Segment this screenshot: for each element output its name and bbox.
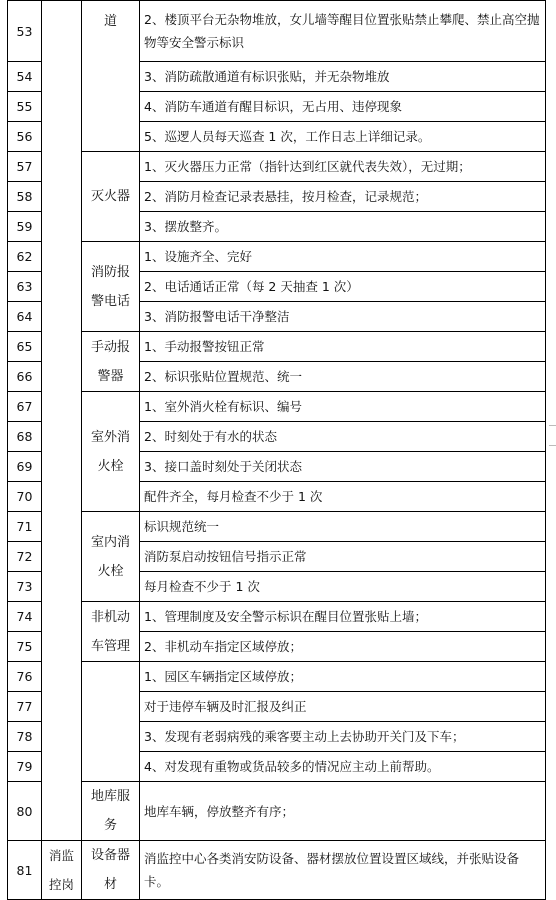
- row-number: 63: [8, 272, 42, 302]
- item-alarm-phone: 消防报警电话: [82, 242, 140, 332]
- table-row: [8, 332, 546, 362]
- standard-text: 1、园区车辆指定区域停放；: [140, 662, 546, 692]
- standard-text: 2、时刻处于有水的状态: [140, 422, 546, 452]
- table-row: [8, 392, 546, 422]
- standard-text: 1、管理制度及安全警示标识在醒目位置张贴上墙；: [140, 602, 546, 632]
- item-road: 道: [82, 1, 140, 152]
- row-number: 72: [8, 542, 42, 572]
- row-number: 73: [8, 572, 42, 602]
- row-number: 53: [8, 1, 42, 62]
- row-number: 64: [8, 302, 42, 332]
- standard-text: 1、灭火器压力正常（指针达到红区就代表失效），无过期；: [140, 152, 546, 182]
- row-number: 80: [8, 782, 42, 841]
- standard-text: 2、电话通话正常（每 2 天抽查 1 次）: [140, 272, 546, 302]
- row-number: 57: [8, 152, 42, 182]
- table-row: [8, 242, 546, 272]
- table-row: [8, 662, 546, 692]
- area-control-post: 消监控岗: [42, 841, 82, 900]
- margin-tick: [549, 445, 556, 446]
- table-row: [8, 1, 546, 62]
- standard-text: 地库车辆，停放整齐有序；: [140, 782, 546, 841]
- row-number: 79: [8, 752, 42, 782]
- inspection-table: [7, 0, 546, 900]
- row-number: 54: [8, 62, 42, 92]
- margin-tick: [549, 425, 556, 426]
- row-number: 74: [8, 602, 42, 632]
- item-garage: 地库服务: [82, 782, 140, 841]
- standard-text: 消防泵启动按钮信号指示正常: [140, 542, 546, 572]
- table-row: [8, 512, 546, 542]
- row-number: 71: [8, 512, 42, 542]
- row-number: 65: [8, 332, 42, 362]
- row-number: 66: [8, 362, 42, 392]
- row-number: 81: [8, 841, 42, 900]
- standard-text: 1、室外消火栓有标识、编号: [140, 392, 546, 422]
- standard-text: 标识规范统一: [140, 512, 546, 542]
- standard-text: 消监控中心各类消安防设备、器材摆放位置设置区域线，并张贴设备卡。: [140, 841, 546, 900]
- row-number: 62: [8, 242, 42, 272]
- table-row: [8, 841, 546, 900]
- table-row: [8, 152, 546, 182]
- area-cell-empty: [42, 1, 82, 841]
- standard-text: 2、消防月检查记录表悬挂，按月检查，记录规范；: [140, 182, 546, 212]
- row-number: 77: [8, 692, 42, 722]
- row-number: 70: [8, 482, 42, 512]
- row-number: 56: [8, 122, 42, 152]
- item-equipment: 设备器材: [82, 841, 140, 900]
- item-bike: 非机动车管理: [82, 602, 140, 662]
- standard-text: 5、巡逻人员每天巡查 1 次，工作日志上详细记录。: [140, 122, 546, 152]
- standard-text: 4、消防车通道有醒目标识，无占用、违停现象: [140, 92, 546, 122]
- standard-text: 2、楼顶平台无杂物堆放，女儿墙等醒目位置张贴禁止攀爬、禁止高空抛物等安全警示标识: [140, 1, 546, 62]
- item-outdoor-hydrant: 室外消火栓: [82, 392, 140, 512]
- standard-text: 每月检查不少于 1 次: [140, 572, 546, 602]
- standard-text: 3、消防报警电话干净整洁: [140, 302, 546, 332]
- standard-text: 3、消防疏散通道有标识张贴，并无杂物堆放: [140, 62, 546, 92]
- row-number: 58: [8, 182, 42, 212]
- standard-text: 3、接口盖时刻处于关闭状态: [140, 452, 546, 482]
- row-number: 78: [8, 722, 42, 752]
- standard-text: 1、手动报警按钮正常: [140, 332, 546, 362]
- table-row: [8, 602, 546, 632]
- item-manual-alarm: 手动报警器: [82, 332, 140, 392]
- standard-text: 1、设施齐全、完好: [140, 242, 546, 272]
- row-number: 59: [8, 212, 42, 242]
- standard-text: 4、对发现有重物或货品较多的情况应主动上前帮助。: [140, 752, 546, 782]
- row-number: 67: [8, 392, 42, 422]
- standard-text: 对于违停车辆及时汇报及纠正: [140, 692, 546, 722]
- standard-text: 配件齐全，每月检查不少于 1 次: [140, 482, 546, 512]
- row-number: 75: [8, 632, 42, 662]
- row-number: 55: [8, 92, 42, 122]
- row-number: 76: [8, 662, 42, 692]
- item-indoor-hydrant: 室内消火栓: [82, 512, 140, 602]
- row-number: 69: [8, 452, 42, 482]
- item-extinguisher: 灭火器: [82, 152, 140, 242]
- item-cell-empty: [82, 662, 140, 782]
- standard-text: 2、标识张贴位置规范、统一: [140, 362, 546, 392]
- row-number: 68: [8, 422, 42, 452]
- standard-text: 2、非机动车指定区域停放；: [140, 632, 546, 662]
- table-row: [8, 782, 546, 841]
- standard-text: 3、发现有老弱病残的乘客要主动上去协助开关门及下车；: [140, 722, 546, 752]
- standard-text: 3、摆放整齐。: [140, 212, 546, 242]
